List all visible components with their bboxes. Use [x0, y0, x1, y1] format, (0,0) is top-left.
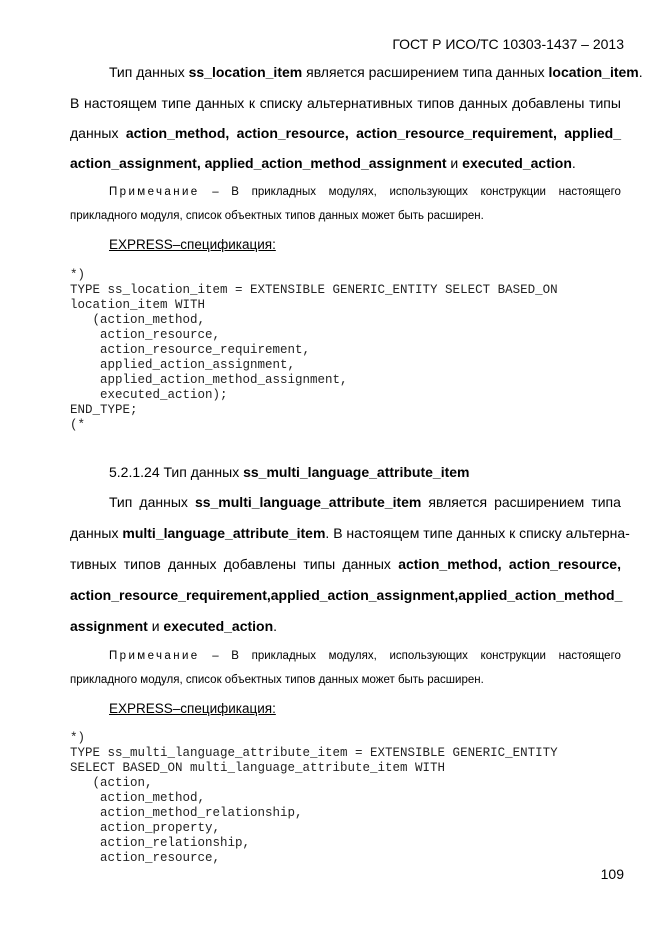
word: добавлены: [223, 556, 297, 572]
word: расширением: [494, 494, 585, 510]
word: тивных: [70, 556, 117, 572]
text: .: [638, 64, 643, 80]
text: данных: [70, 525, 123, 541]
type-name: applied_: [564, 125, 621, 141]
word: В: [70, 95, 80, 111]
paragraph-line: [70, 155, 576, 171]
text: .: [273, 618, 278, 634]
word: использующих: [389, 650, 468, 662]
type-name: action_assignment, applied_action_method_assignment: [70, 155, 447, 171]
text: и: [446, 155, 463, 171]
express-heading: EXPRESS–спецификация:: [109, 237, 276, 252]
word: добавлены: [512, 95, 585, 111]
paragraph-line: [70, 587, 621, 603]
paragraph-line: [70, 95, 621, 111]
word: типе: [161, 95, 192, 111]
type-name: action_resource,: [508, 556, 621, 572]
type-name: location_item: [548, 64, 639, 80]
text: . В настоящем типе данных к списку альтерна-: [325, 525, 630, 541]
word: типы: [303, 556, 336, 572]
word: типов: [123, 556, 161, 572]
type-name: action_resource_requirement,: [356, 125, 557, 141]
word: модулях,: [328, 186, 377, 198]
paragraph-line: [109, 494, 621, 510]
word: Тип: [109, 494, 133, 510]
type-name: applied_action_assignment,: [270, 587, 459, 603]
type-name: action_method,: [398, 556, 502, 572]
word: является: [428, 494, 488, 510]
word: модулях,: [328, 650, 377, 662]
word: типов: [417, 95, 455, 111]
type-name: applied_action_method_: [458, 587, 623, 603]
word: конструкции: [480, 650, 546, 662]
word: данных: [70, 125, 119, 141]
type-name: ss_multi_language_attribute_item: [194, 494, 422, 510]
note-label: Примечание: [109, 650, 200, 662]
text: является расширением типа данных: [302, 64, 549, 80]
note-line: [109, 650, 621, 662]
type-name: action_method,: [125, 125, 230, 141]
word: данных: [342, 556, 391, 572]
paragraph-line: [109, 64, 643, 80]
express-heading: EXPRESS–спецификация:: [109, 701, 276, 716]
word: В: [231, 186, 239, 198]
note-dash: –: [212, 186, 219, 198]
word: прикладных: [251, 650, 317, 662]
word: настоящего: [558, 186, 621, 198]
note-line: прикладного модуля, список объектных типов данных может быть расширен.: [70, 210, 484, 222]
page-number: 109: [600, 866, 624, 882]
note-dash: –: [212, 650, 219, 662]
code-block: *) TYPE ss_multi_language_attribute_item = EXTENSIBLE GENERIC_ENTITY SELECT BASED_ON multi_language_attribute_item WITH (action, action_method, action_method_relationship, action_property, action_relationship, action_resource,: [70, 731, 558, 865]
word: альтернативных: [307, 95, 413, 111]
word: к: [248, 95, 256, 111]
type-name: executed_action: [462, 155, 572, 171]
type-name: multi_language_attribute_item: [122, 525, 326, 541]
note-label: Примечание: [109, 186, 200, 198]
word: типа: [591, 494, 621, 510]
text: Тип данных: [109, 64, 189, 80]
word: данных: [139, 494, 188, 510]
heading-number: 5.2.1.24 Тип данных: [109, 464, 244, 480]
word: прикладных: [251, 186, 317, 198]
word: В: [231, 650, 239, 662]
type-name: executed_action: [163, 618, 274, 634]
paragraph-line: [70, 125, 621, 141]
code-block: *) TYPE ss_location_item = EXTENSIBLE GENERIC_ENTITY SELECT BASED_ON location_item WITH (action_method, action_resource, action_resource_requirement, applied_action_assignment, applied_action_method_assignment, executed_action); END_TYPE; (*: [70, 268, 558, 432]
type-name: ss_multi_language_attribute_item: [243, 464, 470, 480]
word: использующих: [389, 186, 468, 198]
word: конструкции: [480, 186, 546, 198]
word: данных: [168, 556, 217, 572]
type-name: action_resource_requirement,: [70, 587, 271, 603]
word: данных: [459, 95, 508, 111]
note-line: прикладного модуля, список объектных типов данных может быть расширен.: [70, 674, 484, 686]
word: типы: [589, 95, 621, 111]
type-name: action_resource,: [236, 125, 349, 141]
paragraph-line: [70, 556, 621, 572]
word: списку: [259, 95, 303, 111]
word: настоящем: [83, 95, 157, 111]
document-header: ГОСТ Р ИСО/ТС 10303-1437 – 2013: [392, 36, 624, 52]
note-line: [109, 186, 621, 198]
type-name: assignment: [70, 618, 148, 634]
text: .: [571, 155, 576, 171]
word: настоящего: [558, 650, 621, 662]
section-heading: [109, 464, 470, 480]
paragraph-line: [70, 618, 277, 634]
text: и: [147, 618, 164, 634]
type-name: ss_location_item: [188, 64, 303, 80]
word: данных: [195, 95, 245, 111]
paragraph-line: [70, 525, 630, 541]
